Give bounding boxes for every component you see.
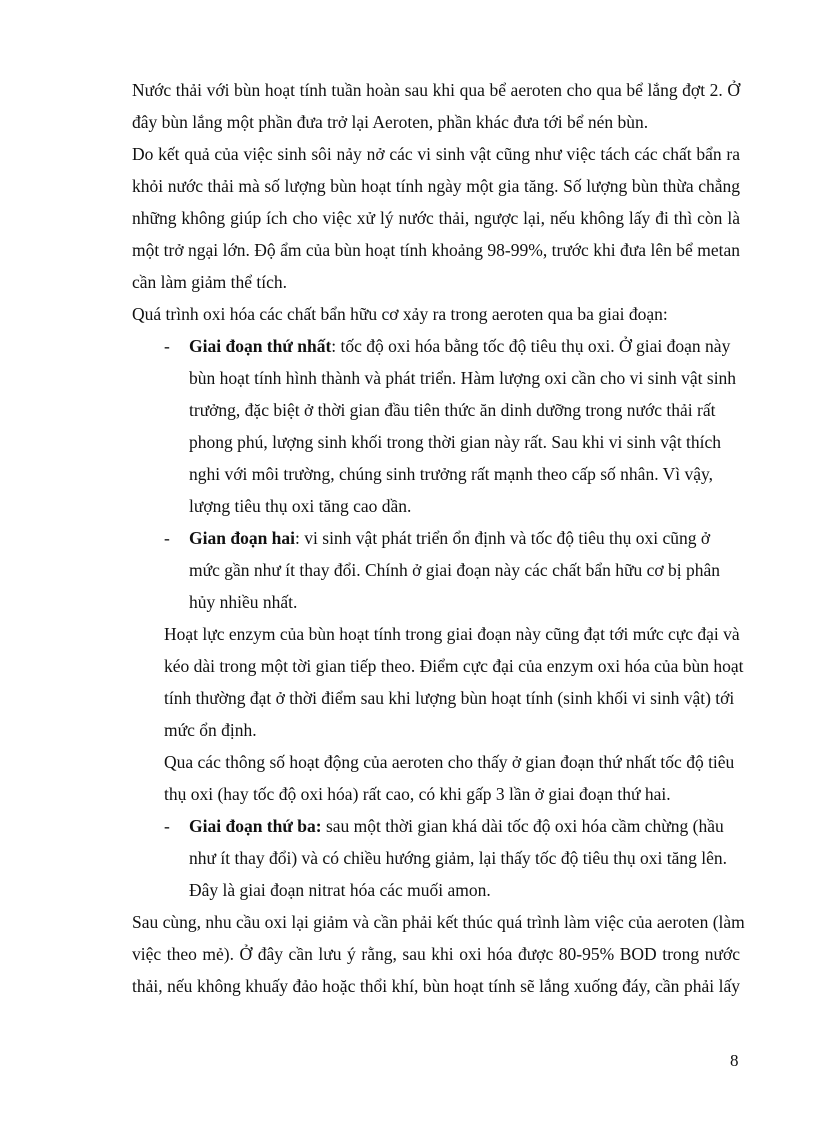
text-line: như ít thay đổi) và có chiều hướng giảm, lại thấy tốc độ tiêu thụ oxi tăng lên.: [189, 848, 728, 868]
text-line: thụ oxi (hay tốc độ oxi hóa) rất cao, có khi gấp 3 lần ở giai đoạn thứ hai.: [164, 784, 671, 804]
text-line: Nước thải với bùn hoạt tính tuần hoàn sau khi qua bể aeroten cho qua bể lắng đợt 2. Ở: [132, 80, 740, 100]
text-line: bùn hoạt tính hình thành và phát triển. Hàm lượng oxi cần cho vi sinh vật sinh: [189, 368, 737, 388]
list-item: [132, 522, 740, 618]
text-line: kéo dài trong một tời gian tiếp theo. Điểm cực đại của enzym oxi hóa của bùn hoạt: [164, 656, 744, 676]
stage-title: Giai đoạn thứ ba:: [189, 816, 322, 836]
stage-lead: : vi sinh vật phát triển ổn định và tốc độ tiêu thụ oxi cũng ở: [295, 528, 711, 548]
stage-lead: : tốc độ oxi hóa bằng tốc độ tiêu thụ oxi. Ở giai đoạn này: [331, 336, 731, 356]
text-line: mức ổn định.: [164, 720, 257, 740]
paragraph: [132, 138, 740, 298]
list-item: [132, 330, 740, 522]
stage-lead: sau một thời gian khá dài tốc độ oxi hóa cầm chừng (hầu: [321, 816, 724, 836]
text-line: Sau cùng, nhu cầu oxi lại giảm và cần phải kết thúc quá trình làm việc của aeroten (làm: [132, 912, 745, 932]
text-line: những không giúp ích cho việc xử lý nước thải, ngược lại, nếu không lấy đi thì còn là: [132, 208, 740, 228]
text-line: một trở ngại lớn. Độ ẩm của bùn hoạt tính khoảng 98-99%, trước khi đưa lên bể metan: [132, 240, 740, 260]
paragraph: [132, 74, 740, 138]
text-line: cần làm giảm thể tích.: [132, 272, 288, 292]
text-line: khỏi nước thải mà số lượng bùn hoạt tính ngày một gia tăng. Số lượng bùn thừa chẳng: [132, 176, 740, 196]
text-line: thải, nếu không khuấy đảo hoặc thổi khí, bùn hoạt tính sẽ lắng xuống đáy, cần phải lấy: [132, 976, 740, 996]
text-line: hủy nhiều nhất.: [189, 592, 298, 612]
text-line: tính thường đạt ở thời điểm sau khi lượng bùn hoạt tính (sinh khối vi sinh vật) tới: [164, 688, 735, 708]
bullet-dash: -: [164, 528, 170, 548]
text-line: lượng tiêu thụ oxi tăng cao dần.: [189, 496, 412, 516]
text-line: trưởng, đặc biệt ở thời gian đầu tiên thức ăn dinh dưỡng trong nước thải rất: [189, 400, 716, 420]
text-line: Đây là giai đoạn nitrat hóa các muối amon.: [189, 880, 491, 900]
list-item: [132, 810, 740, 906]
paragraph: [132, 906, 745, 1002]
document-body: [132, 74, 745, 1002]
list-item-first-line: [132, 522, 740, 554]
bullet-dash: -: [164, 816, 170, 836]
text-line: việc theo mẻ). Ở đây cần lưu ý rằng, sau khi oxi hóa được 80-95% BOD trong nước: [132, 944, 740, 964]
paragraph: [132, 746, 740, 810]
list-item-first-line: [132, 330, 740, 362]
paragraph: Quá trình oxi hóa các chất bẩn hữu cơ xảy ra trong aeroten qua ba giai đoạn:: [132, 304, 668, 324]
text-line: Qua các thông số hoạt động của aeroten cho thấy ở gian đoạn thứ nhất tốc độ tiêu: [164, 752, 735, 772]
paragraph: [132, 618, 744, 746]
text-line: mức gần như ít thay đổi. Chính ở giai đoạn này các chất bẩn hữu cơ bị phân: [189, 560, 720, 580]
text-line: nghi với môi trường, chúng sinh trưởng rất mạnh theo cấp số nhân. Vì vậy,: [189, 464, 714, 484]
stage-title: Giai đoạn thứ nhất: [189, 336, 332, 356]
list-item-first-line: [132, 810, 740, 842]
text-line: Hoạt lực enzym của bùn hoạt tính trong giai đoạn này cũng đạt tới mức cực đại và: [164, 624, 740, 644]
bullet-dash: -: [164, 336, 170, 356]
text-line: phong phú, lượng sinh khối trong thời gian này rất. Sau khi vi sinh vật thích: [189, 432, 722, 452]
page-number: 8: [730, 1051, 739, 1070]
text-line: đây bùn lắng một phần đưa trở lại Aeroten, phần khác đưa tới bể nén bùn.: [132, 112, 649, 132]
text-line: Do kết quả của việc sinh sôi nảy nở các vi sinh vật cũng như việc tách các chất bẩn ra: [132, 144, 740, 164]
stage-title: Gian đoạn hai: [189, 528, 296, 548]
